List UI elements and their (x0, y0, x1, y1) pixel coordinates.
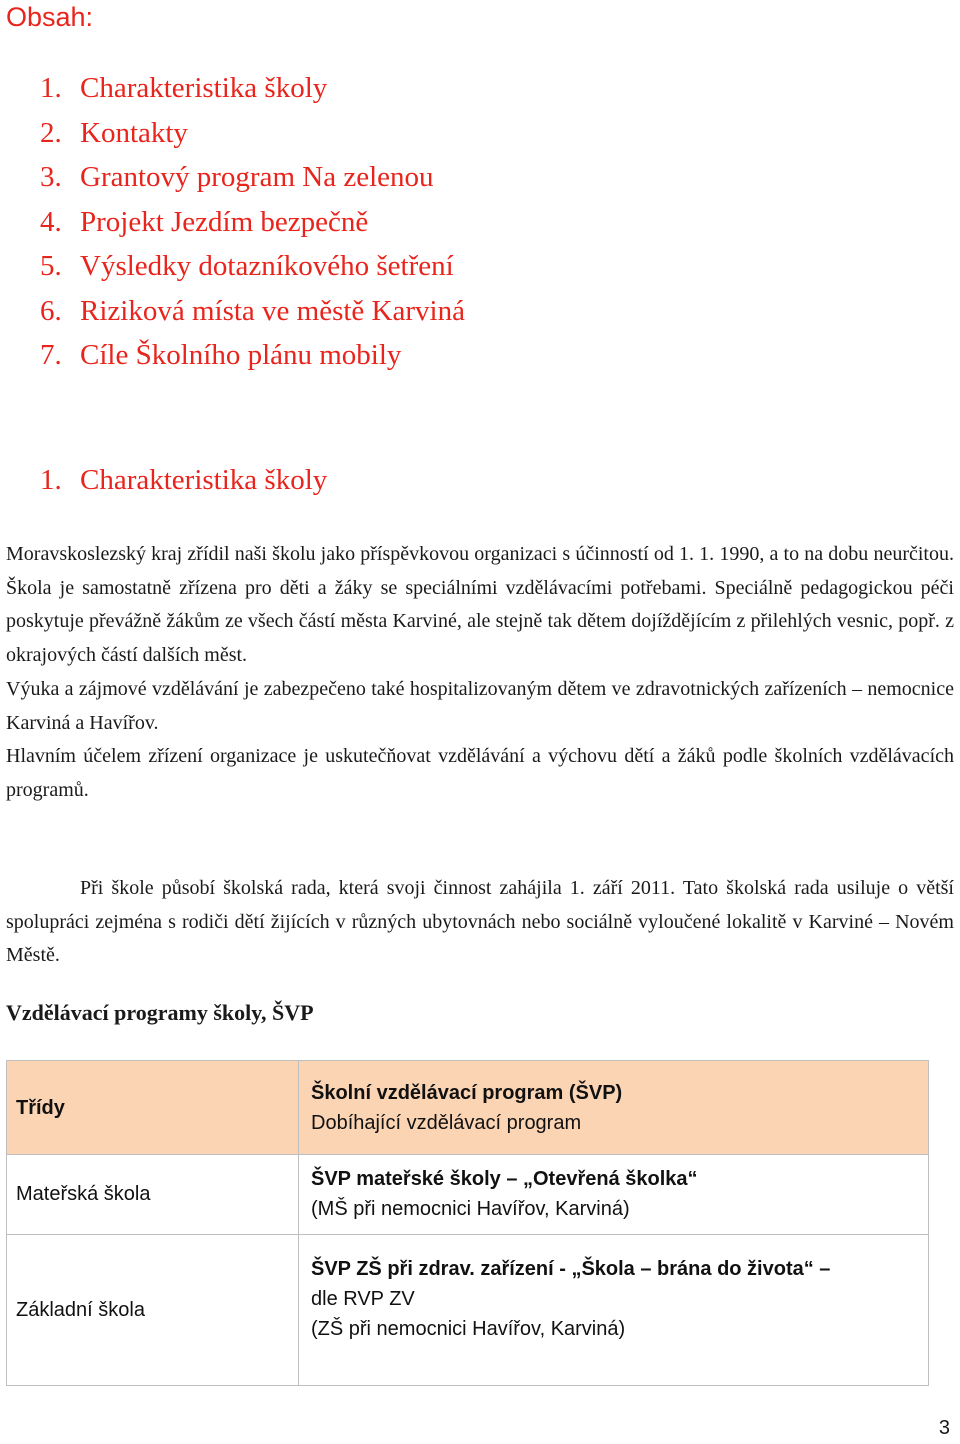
section-body (6, 538, 954, 808)
toc-item-number: 3. (40, 161, 62, 193)
table-of-contents (40, 66, 465, 378)
toc-item-number: 1. (40, 72, 62, 104)
class-cell (7, 1155, 299, 1234)
toc-item-label: Grantový program Na zelenou (80, 161, 434, 193)
table-row (7, 1155, 929, 1234)
toc-heading: Obsah: (6, 2, 94, 32)
program-note: (MŠ při nemocnici Havířov, Karviná) (311, 1198, 630, 1221)
toc-item-label: Kontakty (80, 116, 188, 149)
toc-item (40, 289, 465, 334)
toc-item (40, 111, 465, 156)
paragraph-hospital-education: Výuka a zájmové vzdělávání je zabezpečeno také hospitalizovaným dětem ve zdravotnických zařízeních – nemocnice Karviná a Havířov. (6, 677, 954, 734)
toc-item (40, 244, 465, 289)
toc-item (40, 333, 465, 378)
program-note: (ZŠ při nemocnici Havířov, Karviná) (311, 1317, 626, 1340)
header-cell-program (299, 1061, 929, 1155)
table-row (7, 1234, 929, 1385)
toc-item-label: Cíle Školního plánu mobily (80, 339, 402, 371)
toc-item-label: Riziková místa ve městě Karviná (80, 294, 465, 327)
programs-heading: Vzdělávací programy školy, ŠVP (6, 1000, 314, 1025)
paragraph-founding: Moravskoslezský kraj zřídil naši školu jako příspěvkovou organizaci s účinností od 1. 1. 1990, a to na dobu neurčitou. Škola je samostatně zřízena pro děti a žáky se speciálními vzdělávacími potřebami. Speciálně pedagogickou péči poskytuje převážně žákům ze všech částí města Karviné, ale stejně tak dětem dojíždějícím z přilehlých vesnic, popř. z okrajových částí dalších měst. (6, 543, 954, 667)
section-number: 1. (40, 464, 62, 496)
section-title (40, 464, 327, 497)
section-title-text: Charakteristika školy (80, 464, 328, 496)
paragraph-school-council: Při škole působí školská rada, která svoji činnost zahájila 1. září 2011. Tato školská rada usiluje o větší spolupráci zejména s rodiči dětí žijících v různých ubytovnách nebo sociálně vyloučené lokalitě v Karviné – Novém Městě. (6, 877, 954, 967)
header-classes-label: Třídy (16, 1096, 65, 1119)
class-cell (7, 1234, 299, 1385)
toc-item (40, 200, 465, 245)
program-subtitle: dle RVP ZV (311, 1287, 415, 1310)
toc-item (40, 66, 465, 111)
toc-item-number: 2. (40, 116, 62, 149)
program-cell (299, 1234, 929, 1385)
page-number: 3 (938, 1417, 950, 1439)
toc-item-number: 6. (40, 294, 62, 327)
class-name: Mateřská škola (16, 1183, 151, 1206)
header-program-sublabel: Dobíhající vzdělávací program (311, 1111, 582, 1134)
header-program-label: Školní vzdělávací program (ŠVP) (311, 1081, 623, 1104)
toc-item (40, 155, 465, 200)
program-title: ŠVP mateřské školy – „Otevřená školka“ (311, 1168, 698, 1191)
toc-item-number: 5. (40, 250, 62, 282)
programs-table (6, 1060, 929, 1386)
paragraph-purpose: Hlavním účelem zřízení organizace je uskutečňovat vzdělávání a výchovu dětí a žáků podle školních vzdělávacích programů. (6, 745, 954, 801)
toc-item-label: Projekt Jezdím bezpečně (80, 205, 369, 238)
toc-item-number: 7. (40, 339, 62, 371)
class-name: Základní škola (16, 1298, 145, 1321)
toc-item-label: Charakteristika školy (80, 72, 328, 104)
header-cell-classes (7, 1061, 299, 1155)
toc-item-label: Výsledky dotazníkového šetření (80, 250, 454, 282)
table-header-row (7, 1061, 929, 1155)
toc-item-number: 4. (40, 205, 62, 238)
program-title: ŠVP ZŠ při zdrav. zařízení - „Škola – brána do života“ – (311, 1257, 831, 1280)
program-cell (299, 1155, 929, 1234)
